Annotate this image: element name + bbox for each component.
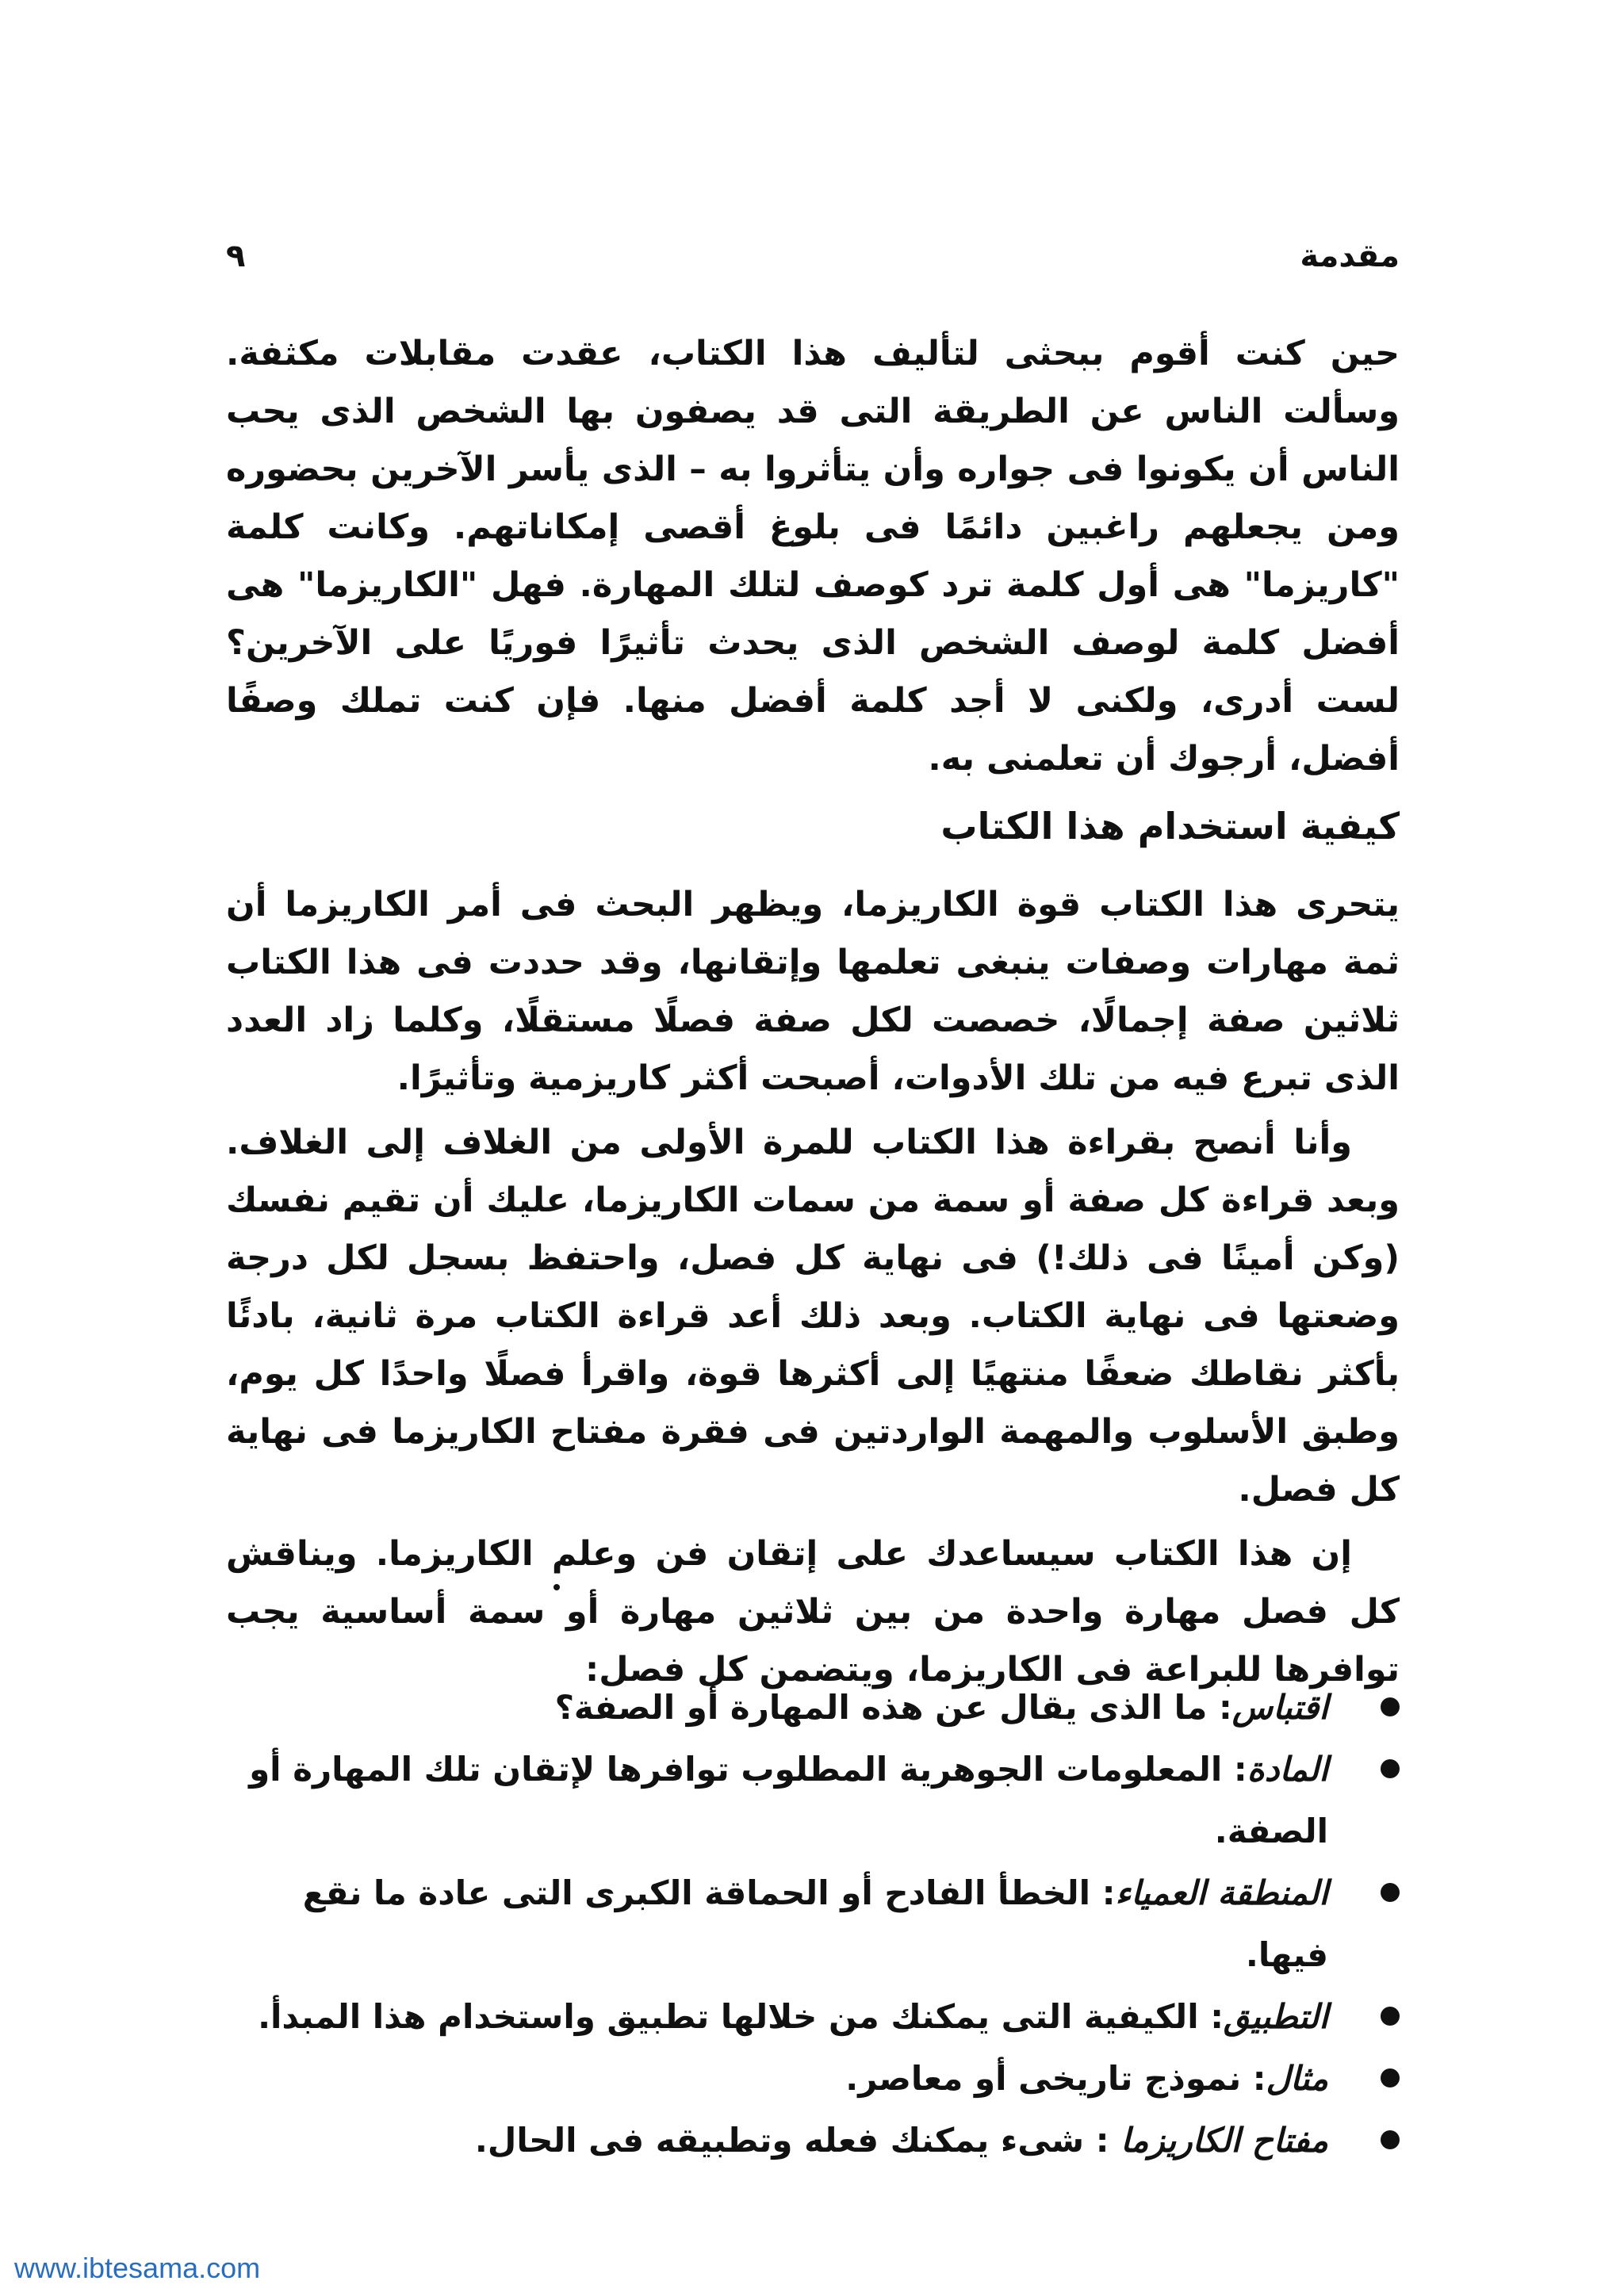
- bullet-icon: [1381, 2130, 1400, 2149]
- running-head: [226, 238, 1400, 285]
- list-item: [226, 1986, 1400, 2048]
- how-to-paragraph-1: يتحرى هذا الكتاب قوة الكاريزما، ويظهر البحث فى أمر الكاريزما أن ثمة مهارات وصفات ينبغى تعلمها وإتقانها، وقد حددت فى هذا الكتاب ثلاثين صفة إجمالًا، خصصت لكل صفة فصلًا مستقلًا، وكلما زاد العدد الذى تبرع فيه من تلك الأدوات، أصبحت أكثر كاريزمية وتأثيرًا.: [226, 885, 1400, 1098]
- bullet-icon: [1381, 1883, 1400, 1902]
- list-item: [226, 1739, 1400, 1862]
- bullet-icon: [1381, 1697, 1400, 1716]
- item-term: مثال: [1266, 2059, 1328, 2098]
- how-to-section: [226, 876, 1400, 1699]
- intro-paragraph: حين كنت أقوم ببحثى لتأليف هذا الكتاب، عقدت مقابلات مكثفة. وسألت الناس عن الطريقة التى قد يصفون بها الشخص الذى يحب الناس أن يكونوا فى جواره وأن يتأثروا به – الذى يأسر الآخرين بحضوره ومن يجعلهم راغبين دائمًا فى بلوغ أقصى إمكاناتهم. وكانت كلمة "كاريزما" هى أول كلمة ترد كوصف لتلك المهارة. فهل "الكاريزما" هى أفضل كلمة لوصف الشخص الذى يحدث تأثيرًا فوريًا على الآخرين؟ لست أدرى، ولكنى لا أجد كلمة أفضل منها. فإن كنت تملك وصفًا أفضل، أرجوك أن تعلمنى به.: [226, 334, 1400, 779]
- site-watermark: www.ibtesama.com: [14, 2252, 261, 2284]
- how-to-paragraph-2: وأنا أنصح بقراءة هذا الكتاب للمرة الأولى من الغلاف إلى الغلاف. وبعد قراءة كل صفة أو سمة من سمات الكاريزما، عليك أن تقيم نفسك (وكن أمينًا فى ذلك!) فى نهاية كل فصل، واحتفظ بسجل لكل درجة وضعتها فى نهاية الكتاب. وبعد ذلك أعد قراءة الكتاب مرة ثانية، بادئًا بأكثر نقاطك ضعفًا منتهيًا إلى أكثرها قوة، واقرأ فصلًا واحدًا كل يوم، وطبق الأسلوب والمهمة الواردتين فى فقرة مفتاح الكاريزما فى نهاية كل فصل.: [226, 1123, 1400, 1510]
- chapter-contents-list: [226, 1677, 1400, 2172]
- item-term: المنطقة العمياء: [1115, 1873, 1328, 1912]
- list-item: [226, 1862, 1400, 1986]
- section-title: مقدمة: [1300, 238, 1400, 274]
- item-text: : شىء يمكنك فعله وتطبيقه فى الحال.: [474, 2121, 1121, 2160]
- intro-section: [226, 325, 1400, 788]
- item-text: : ما الذى يقال عن هذه المهارة أو الصفة؟: [554, 1688, 1232, 1727]
- list-item: [226, 1677, 1400, 1739]
- item-text: : الخطأ الفادح أو الحماقة الكبرى التى عادة ما نقع فيها.: [302, 1873, 1328, 1974]
- bullet-icon: [1381, 2068, 1400, 2087]
- item-text: : المعلومات الجوهرية المطلوب توافرها لإتقان تلك المهارة أو الصفة.: [249, 1750, 1328, 1850]
- page-number: ٩: [226, 238, 246, 274]
- item-text: : نموذج تاريخى أو معاصر.: [845, 2059, 1266, 2098]
- how-to-paragraph-3: إن هذا الكتاب سيساعدك على إتقان فن وعلم الكاريزما. ويناقش كل فصل مهارة واحدة من بين ثلاثين مهارة أو سمة أساسية يجب توافرها للبراعة فى الكاريزما، ويتضمن كل فصل:: [226, 1534, 1400, 1689]
- list-item: [226, 2048, 1400, 2110]
- section-heading: كيفية استخدام هذا الكتاب: [940, 805, 1400, 848]
- item-term: اقتباس: [1231, 1688, 1328, 1727]
- list-item: [226, 2110, 1400, 2172]
- item-term: التطبيق: [1224, 1997, 1328, 2036]
- ink-speck: [553, 1584, 560, 1590]
- bullet-icon: [1381, 1759, 1400, 1778]
- bullet-icon: [1381, 2007, 1400, 2026]
- item-term: المادة: [1247, 1750, 1328, 1789]
- item-term: مفتاح الكاريزما: [1120, 2121, 1328, 2160]
- item-text: : الكيفية التى يمكنك من خلالها تطبيق واستخدام هذا المبدأ.: [258, 1997, 1224, 2036]
